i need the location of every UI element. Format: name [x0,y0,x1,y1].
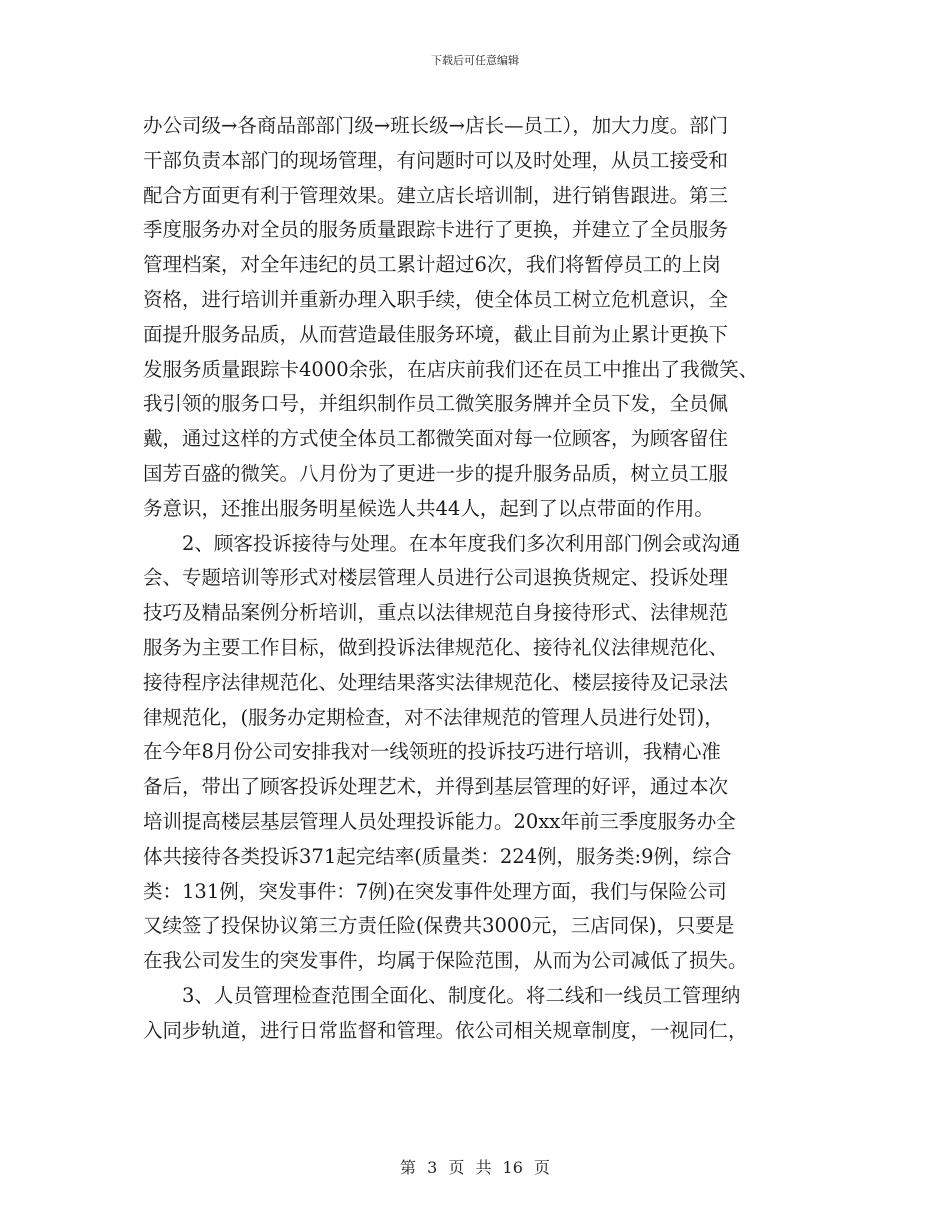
text-line: 我引领的服务口号，并组织制作员工微笑服务牌并全员下发，全员佩 [143,392,729,416]
text-line: 配合方面更有利于管理效果。建立店长培训制，进行销售跟进。第三 [143,183,729,207]
text-line: 类：131例，突发事件：7例)在突发事件处理方面，我们与保险公司 [143,879,727,903]
text-line: 干部负责本部门的现场管理，有问题时可以及时处理，从员工接受和 [143,148,729,172]
text-line: 季度服务办对全员的服务质量跟踪卡进行了更换，并建立了全员服务 [143,218,729,242]
body-text [143,109,815,1049]
text-line: 国芳百盛的微笑。八月份为了更进一步的提升服务品质，树立员工服 [143,461,729,485]
text-line: 律规范化，(服务办定期检查，对不法律规范的管理人员进行处罚)， [143,705,724,729]
page-footer: 第 3 页 共 16 页 [400,1158,550,1177]
page-header: 下载后可任意编辑 [431,54,519,67]
text-line: 入同步轨道，进行日常监督和管理。依公司相关规章制度，一视同仁， [143,1018,748,1042]
text-line: 技巧及精品案例分析培训，重点以法律规范自身接待形式、法律规范 [143,601,729,625]
text-line: 面提升服务品质，从而营造最佳服务环境，截止目前为止累计更换下 [143,322,729,346]
text-line: 又续签了投保协议第三方责任险(保费共3000元，三店同保)，只要是 [143,914,735,938]
text-line: 发服务质量跟踪卡4000余张，在店庆前我们还在员工中推出了我微笑、 [143,357,759,381]
text-line: 备后，带出了顾客投诉处理艺术，并得到基层管理的好评，通过本次 [143,775,729,799]
text-line: 在今年8月份公司安排我对一线领班的投诉技巧进行培训，我精心准 [143,740,721,764]
text-line: 接待程序法律规范化、处理结果落实法律规范化、楼层接待及记录法 [143,670,729,694]
paragraph-start-line: 2、顾客投诉接待与处理。在本年度我们多次利用部门例会或沟通 [143,531,741,555]
text-line: 服务为主要工作目标，做到投诉法律规范化、接待礼仪法律规范化、 [143,635,729,659]
text-line: 务意识，还推出服务明星候选人共44人，起到了以点带面的作用。 [143,496,714,520]
text-line: 会、专题培训等形式对楼层管理人员进行公司退换货规定、投诉处理 [143,566,729,590]
text-line: 资格，进行培训并重新办理入职手续，使全体员工树立危机意识，全 [143,287,729,311]
text-line: 办公司级→各商品部部门级→班长级→店长—员工），加大力度。部门 [143,114,729,137]
text-line: 体共接待各类投诉371起完结率(质量类：224例，服务类:9例，综合 [143,844,732,868]
text-line: 在我公司发生的突发事件，均属于保险范围，从而为公司减低了损失。 [143,949,748,973]
text-line: 戴，通过这样的方式使全体员工都微笑面对每一位顾客，为顾客留住 [143,427,729,451]
text-line: 管理档案，对全年违纪的员工累计超过6次，我们将暂停员工的上岗 [143,253,721,277]
paragraph-start-line: 3、人员管理检查范围全面化、制度化。将二线和一线员工管理纳 [143,983,741,1007]
text-line: 培训提高楼层基层管理人员处理投诉能力。20xx年前三季度服务办全 [143,809,736,833]
